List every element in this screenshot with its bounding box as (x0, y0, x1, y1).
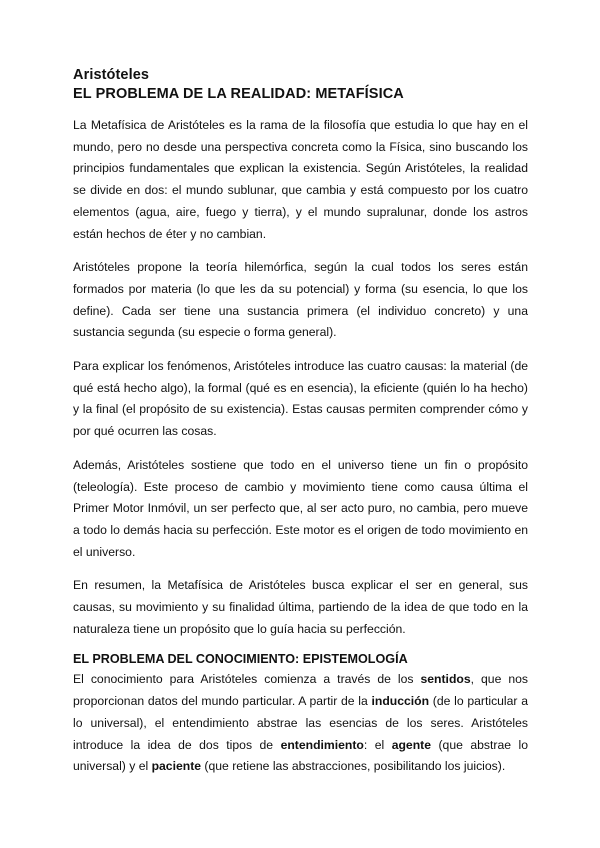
p6-text-4: : el (363, 737, 392, 752)
p6-text-1: El conocimiento para Aristóteles comienza a través de los (73, 672, 421, 687)
p6-text-3: (de lo particular a lo universal), el entendimiento abstrae las esencias de los seres. Aristóteles introduce la idea de dos tipos de (73, 694, 528, 752)
term-paciente: paciente (151, 759, 202, 774)
paragraph-2: Aristóteles propone la teoría hilemórfica, según la cual todos los seres están formados por materia (lo que les da su potencial) y forma (su esencia, lo que los define). Cada ser tiene una sustancia primera (el individuo concreto) y una sustancia segunda (su especie o forma general). (73, 260, 528, 340)
paragraph-1: La Metafísica de Aristóteles es la rama de la filosofía que estudia lo que hay en el mundo, pero no desde una perspectiva concreta como la Física, sino buscando los principios fundamentales que explican la existencia. Según Aristóteles, la realidad se divide en dos: el mundo sublunar, que cambia y está compuesto por los cuatro elementos (agua, aire, fuego y tierra), y el mundo supralunar, donde los astros están hechos de éter y no cambian. (73, 118, 528, 241)
p6-text-5: (que abstrae lo universal) y el (73, 737, 528, 774)
author-heading: Aristóteles (73, 67, 150, 83)
paragraph-3: Para explicar los fenómenos, Aristóteles introduce las cuatro causas: la material (de qué está hecho algo), la formal (qué es en esencia), la eficiente (quién lo ha hecho) y la final (el propósito de su existencia). Estas causas permiten comprender cómo y por qué ocurren las cosas. (73, 359, 528, 439)
paragraph-6 (73, 669, 528, 778)
term-agente: agente (391, 737, 431, 752)
section-title-epistemologia: EL PROBLEMA DEL CONOCIMIENTO: EPISTEMOLOGÍA (73, 652, 408, 667)
paragraph-4: Además, Aristóteles sostiene que todo en el universo tiene un fin o propósito (teleología). Este proceso de cambio y movimiento tiene como causa última el Primer Motor Inmóvil, un ser perfecto que, al ser acto puro, no cambia, pero mueve a todo lo demás hacia su perfección. Este motor es el origen de todo movimiento en el universo. (73, 457, 528, 559)
term-entendimiento: entendimiento (280, 737, 364, 752)
p6-text-2: , que nos proporcionan datos del mundo particular. A partir de la (73, 672, 528, 709)
term-induccion: inducción (371, 694, 430, 709)
document-page (73, 66, 528, 778)
section-title-metafisica: EL PROBLEMA DE LA REALIDAD: METAFÍSICA (73, 86, 404, 102)
p6-text-6: (que retiene las abstracciones, posibilitando los juicios). (201, 759, 506, 774)
paragraph-5: En resumen, la Metafísica de Aristóteles busca explicar el ser en general, sus causas, su movimiento y su finalidad última, partiendo de la idea de que todo en la naturaleza tiene un propósito que lo guía hacia su perfección. (73, 578, 528, 636)
term-sentidos: sentidos (420, 672, 471, 687)
